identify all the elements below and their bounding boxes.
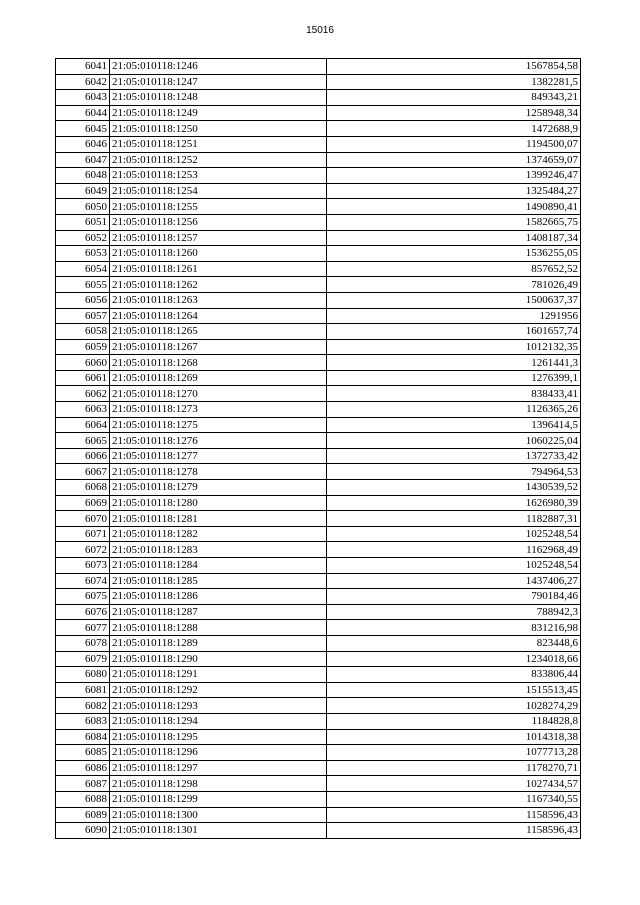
table-row: [56, 698, 581, 714]
table-row: [56, 729, 581, 745]
table-body: [56, 59, 581, 839]
row-number-cell: 6043: [56, 90, 110, 106]
cadastral-number-cell: 21:05:010118:1252: [110, 152, 327, 168]
cadastral-number-cell: 21:05:010118:1288: [110, 620, 327, 636]
row-number-cell: 6079: [56, 651, 110, 667]
cadastral-number-cell: 21:05:010118:1278: [110, 464, 327, 480]
row-number-cell: 6081: [56, 682, 110, 698]
cadastral-number-cell: 21:05:010118:1255: [110, 199, 327, 215]
cadastral-value-cell: 1014318,38: [327, 729, 581, 745]
cadastral-value-cell: 1582665,75: [327, 214, 581, 230]
row-number-cell: 6044: [56, 105, 110, 121]
row-number-cell: 6083: [56, 713, 110, 729]
cadastral-number-cell: 21:05:010118:1257: [110, 230, 327, 246]
cadastral-number-cell: 21:05:010118:1276: [110, 433, 327, 449]
cadastral-number-cell: 21:05:010118:1296: [110, 745, 327, 761]
cadastral-value-cell: 1626980,39: [327, 495, 581, 511]
row-number-cell: 6046: [56, 136, 110, 152]
cadastral-value-cell: 1515513,45: [327, 682, 581, 698]
table-row: [56, 542, 581, 558]
cadastral-value-cell: 1184828,8: [327, 713, 581, 729]
cadastral-number-cell: 21:05:010118:1264: [110, 308, 327, 324]
cadastral-value-cell: 1291956: [327, 308, 581, 324]
row-number-cell: 6061: [56, 370, 110, 386]
row-number-cell: 6080: [56, 667, 110, 683]
row-number-cell: 6072: [56, 542, 110, 558]
row-number-cell: 6058: [56, 324, 110, 340]
cadastral-value-cell: 831216,98: [327, 620, 581, 636]
table-row: [56, 246, 581, 262]
cadastral-number-cell: 21:05:010118:1270: [110, 386, 327, 402]
table-row: [56, 152, 581, 168]
row-number-cell: 6090: [56, 823, 110, 839]
table-row: [56, 791, 581, 807]
cadastral-value-cell: 1012132,35: [327, 339, 581, 355]
cadastral-number-cell: 21:05:010118:1290: [110, 651, 327, 667]
cadastral-number-cell: 21:05:010118:1247: [110, 74, 327, 90]
cadastral-number-cell: 21:05:010118:1260: [110, 246, 327, 262]
cadastral-number-cell: 21:05:010118:1295: [110, 729, 327, 745]
cadastral-number-cell: 21:05:010118:1267: [110, 339, 327, 355]
cadastral-number-cell: 21:05:010118:1277: [110, 448, 327, 464]
cadastral-number-cell: 21:05:010118:1249: [110, 105, 327, 121]
cadastral-number-cell: 21:05:010118:1269: [110, 370, 327, 386]
cadastral-value-cell: 1182887,31: [327, 511, 581, 527]
cadastral-number-cell: 21:05:010118:1256: [110, 214, 327, 230]
row-number-cell: 6059: [56, 339, 110, 355]
cadastral-number-cell: 21:05:010118:1251: [110, 136, 327, 152]
table-row: [56, 355, 581, 371]
cadastral-number-cell: 21:05:010118:1284: [110, 558, 327, 574]
cadastral-value-cell: 838433,41: [327, 386, 581, 402]
row-number-cell: 6089: [56, 807, 110, 823]
row-number-cell: 6065: [56, 433, 110, 449]
cadastral-value-cell: 1027434,57: [327, 776, 581, 792]
cadastral-number-cell: 21:05:010118:1289: [110, 635, 327, 651]
row-number-cell: 6042: [56, 74, 110, 90]
table-row: [56, 745, 581, 761]
row-number-cell: 6075: [56, 589, 110, 605]
row-number-cell: 6064: [56, 417, 110, 433]
table-row: [56, 433, 581, 449]
table-row: [56, 448, 581, 464]
cadastral-value-cell: 1162968,49: [327, 542, 581, 558]
cadastral-value-cell: 1382281,5: [327, 74, 581, 90]
cadastral-number-cell: 21:05:010118:1250: [110, 121, 327, 137]
cadastral-value-cell: 1194500,07: [327, 136, 581, 152]
cadastral-number-cell: 21:05:010118:1254: [110, 183, 327, 199]
table-row: [56, 480, 581, 496]
table-row: [56, 776, 581, 792]
row-number-cell: 6051: [56, 214, 110, 230]
row-number-cell: 6082: [56, 698, 110, 714]
table-row: [56, 573, 581, 589]
row-number-cell: 6056: [56, 292, 110, 308]
cadastral-number-cell: 21:05:010118:1268: [110, 355, 327, 371]
table-row: [56, 105, 581, 121]
row-number-cell: 6070: [56, 511, 110, 527]
cadastral-value-cell: 1178270,71: [327, 760, 581, 776]
table-row: [56, 339, 581, 355]
row-number-cell: 6067: [56, 464, 110, 480]
cadastral-value-cell: 849343,21: [327, 90, 581, 106]
cadastral-value-cell: 1536255,05: [327, 246, 581, 262]
table-row: [56, 682, 581, 698]
table-row: [56, 230, 581, 246]
row-number-cell: 6050: [56, 199, 110, 215]
cadastral-number-cell: 21:05:010118:1279: [110, 480, 327, 496]
cadastral-value-cell: 794964,53: [327, 464, 581, 480]
table-row: [56, 620, 581, 636]
table-row: [56, 277, 581, 293]
table-row: [56, 558, 581, 574]
table-row: [56, 183, 581, 199]
row-number-cell: 6077: [56, 620, 110, 636]
table-row: [56, 261, 581, 277]
row-number-cell: 6047: [56, 152, 110, 168]
table-row: [56, 121, 581, 137]
table-row: [56, 292, 581, 308]
cadastral-value-cell: 1472688,9: [327, 121, 581, 137]
cadastral-value-cell: 1158596,43: [327, 807, 581, 823]
table-row: [56, 90, 581, 106]
row-number-cell: 6074: [56, 573, 110, 589]
cadastral-number-cell: 21:05:010118:1265: [110, 324, 327, 340]
cadastral-number-cell: 21:05:010118:1299: [110, 791, 327, 807]
cadastral-value-cell: 1234018,66: [327, 651, 581, 667]
cadastral-number-cell: 21:05:010118:1292: [110, 682, 327, 698]
table-row: [56, 402, 581, 418]
cadastral-value-cell: 1374659,07: [327, 152, 581, 168]
cadastral-value-cell: 788942,3: [327, 604, 581, 620]
cadastral-value-cell: 1500637,37: [327, 292, 581, 308]
table-row: [56, 199, 581, 215]
row-number-cell: 6048: [56, 168, 110, 184]
cadastral-value-cell: 1258948,34: [327, 105, 581, 121]
row-number-cell: 6078: [56, 635, 110, 651]
cadastral-value-cell: 857652,52: [327, 261, 581, 277]
table-row: [56, 760, 581, 776]
table-row: [56, 511, 581, 527]
cadastral-value-cell: 1408187,34: [327, 230, 581, 246]
cadastral-value-cell: 1167340,55: [327, 791, 581, 807]
cadastral-number-cell: 21:05:010118:1261: [110, 261, 327, 277]
cadastral-value-cell: 1601657,74: [327, 324, 581, 340]
cadastral-value-cell: 1126365,26: [327, 402, 581, 418]
cadastral-value-table: [55, 58, 581, 839]
row-number-cell: 6076: [56, 604, 110, 620]
table-row: [56, 589, 581, 605]
table-row: [56, 604, 581, 620]
cadastral-number-cell: 21:05:010118:1246: [110, 59, 327, 75]
cadastral-value-cell: 1025248,54: [327, 526, 581, 542]
table-row: [56, 308, 581, 324]
cadastral-number-cell: 21:05:010118:1285: [110, 573, 327, 589]
row-number-cell: 6073: [56, 558, 110, 574]
table-row: [56, 807, 581, 823]
table-row: [56, 168, 581, 184]
cadastral-number-cell: 21:05:010118:1298: [110, 776, 327, 792]
row-number-cell: 6063: [56, 402, 110, 418]
row-number-cell: 6069: [56, 495, 110, 511]
row-number-cell: 6062: [56, 386, 110, 402]
cadastral-number-cell: 21:05:010118:1263: [110, 292, 327, 308]
cadastral-value-cell: 1060225,04: [327, 433, 581, 449]
cadastral-number-cell: 21:05:010118:1301: [110, 823, 327, 839]
cadastral-number-cell: 21:05:010118:1294: [110, 713, 327, 729]
row-number-cell: 6055: [56, 277, 110, 293]
cadastral-value-cell: 1077713,28: [327, 745, 581, 761]
row-number-cell: 6057: [56, 308, 110, 324]
cadastral-value-cell: 1490890,41: [327, 199, 581, 215]
table-row: [56, 635, 581, 651]
cadastral-value-cell: 1372733,42: [327, 448, 581, 464]
table-row: [56, 324, 581, 340]
cadastral-number-cell: 21:05:010118:1283: [110, 542, 327, 558]
cadastral-value-cell: 833806,44: [327, 667, 581, 683]
row-number-cell: 6066: [56, 448, 110, 464]
cadastral-value-cell: 790184,46: [327, 589, 581, 605]
cadastral-number-cell: 21:05:010118:1248: [110, 90, 327, 106]
row-number-cell: 6052: [56, 230, 110, 246]
cadastral-number-cell: 21:05:010118:1291: [110, 667, 327, 683]
row-number-cell: 6041: [56, 59, 110, 75]
cadastral-value-cell: 1396414,5: [327, 417, 581, 433]
row-number-cell: 6045: [56, 121, 110, 137]
cadastral-number-cell: 21:05:010118:1281: [110, 511, 327, 527]
cadastral-value-cell: 1028274,29: [327, 698, 581, 714]
row-number-cell: 6086: [56, 760, 110, 776]
cadastral-number-cell: 21:05:010118:1275: [110, 417, 327, 433]
table-row: [56, 464, 581, 480]
cadastral-value-cell: 1567854,58: [327, 59, 581, 75]
table-row: [56, 526, 581, 542]
page-number: 15016: [306, 25, 334, 36]
table-row: [56, 667, 581, 683]
cadastral-number-cell: 21:05:010118:1297: [110, 760, 327, 776]
row-number-cell: 6085: [56, 745, 110, 761]
row-number-cell: 6068: [56, 480, 110, 496]
table-row: [56, 823, 581, 839]
row-number-cell: 6087: [56, 776, 110, 792]
cadastral-value-cell: 781026,49: [327, 277, 581, 293]
table-row: [56, 713, 581, 729]
cadastral-value-cell: 1399246,47: [327, 168, 581, 184]
cadastral-value-cell: 1437406,27: [327, 573, 581, 589]
cadastral-number-cell: 21:05:010118:1262: [110, 277, 327, 293]
cadastral-value-cell: 1025248,54: [327, 558, 581, 574]
table-row: [56, 74, 581, 90]
cadastral-value-cell: 1158596,43: [327, 823, 581, 839]
cadastral-value-cell: 1276399,1: [327, 370, 581, 386]
row-number-cell: 6088: [56, 791, 110, 807]
cadastral-number-cell: 21:05:010118:1282: [110, 526, 327, 542]
cadastral-value-cell: 823448,6: [327, 635, 581, 651]
cadastral-number-cell: 21:05:010118:1287: [110, 604, 327, 620]
cadastral-number-cell: 21:05:010118:1280: [110, 495, 327, 511]
cadastral-number-cell: 21:05:010118:1253: [110, 168, 327, 184]
table-row: [56, 495, 581, 511]
cadastral-number-cell: 21:05:010118:1273: [110, 402, 327, 418]
row-number-cell: 6049: [56, 183, 110, 199]
cadastral-number-cell: 21:05:010118:1300: [110, 807, 327, 823]
table-row: [56, 370, 581, 386]
table-row: [56, 136, 581, 152]
cadastral-number-cell: 21:05:010118:1293: [110, 698, 327, 714]
table-row: [56, 651, 581, 667]
table-row: [56, 386, 581, 402]
table-row: [56, 214, 581, 230]
row-number-cell: 6084: [56, 729, 110, 745]
cadastral-value-cell: 1325484,27: [327, 183, 581, 199]
row-number-cell: 6071: [56, 526, 110, 542]
cadastral-number-cell: 21:05:010118:1286: [110, 589, 327, 605]
table-row: [56, 417, 581, 433]
row-number-cell: 6060: [56, 355, 110, 371]
table-row: [56, 59, 581, 75]
cadastral-value-cell: 1430539,52: [327, 480, 581, 496]
row-number-cell: 6054: [56, 261, 110, 277]
cadastral-value-cell: 1261441,3: [327, 355, 581, 371]
row-number-cell: 6053: [56, 246, 110, 262]
